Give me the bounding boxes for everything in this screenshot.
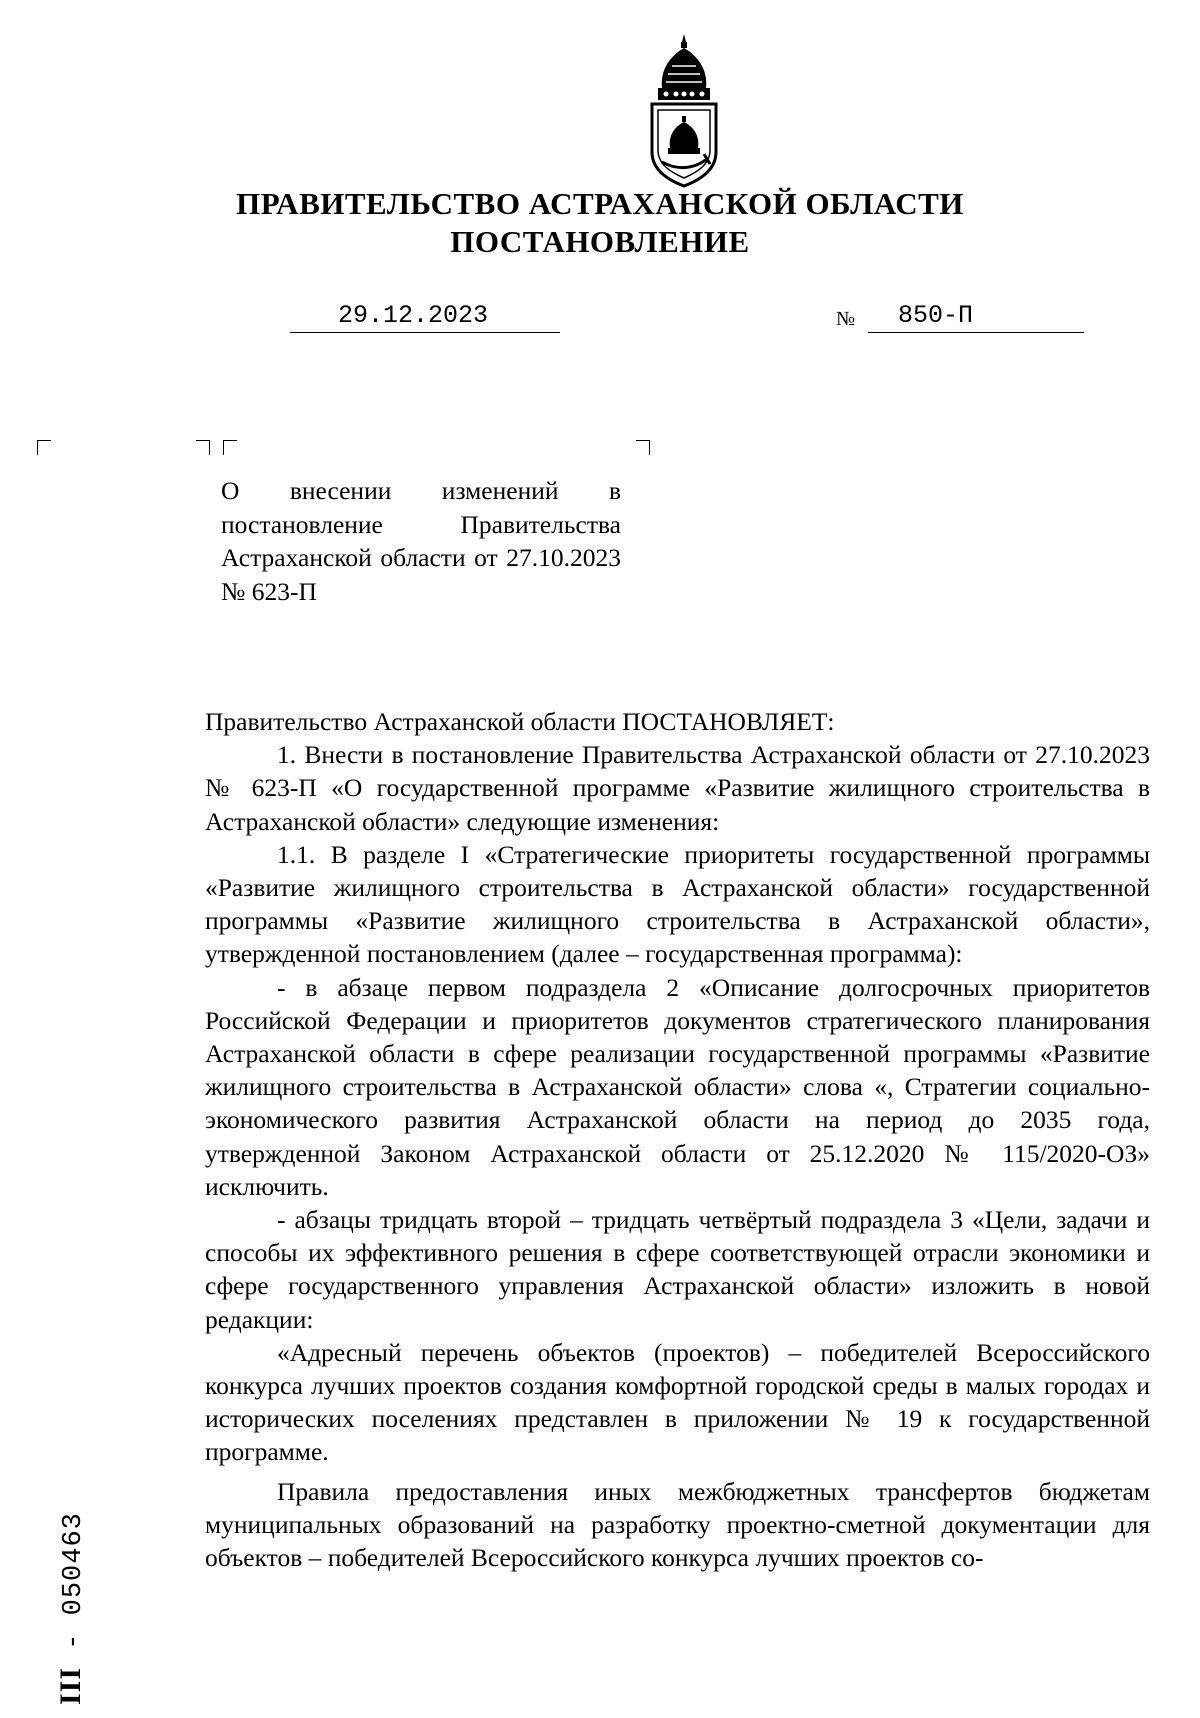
- body-paragraph: 1.1. В разделе I «Стратегические приоритеты государственной программы «Развитие жилищного строительства в Астраханской области» государственной программы «Развитие жилищного строительства в Астраханской области», утвержденной постановлением (далее – государственная программа):: [205, 839, 1150, 969]
- corner-mark-icon: [636, 440, 650, 455]
- body-paragraph: - в абзаце первом подраздела 2 «Описание долгосрочных приоритетов Российской Федерации и приоритетов документов стратегического планирования Астраханской области в сфере реализации государственной программы «Развитие жилищного строительства в Астраханской области» слова «, Стратегии социально-экономического развития Астраханской области на период до 2035 года, утвержденной Законом Астраханской области от 25.12.2020 № 115/2020-ОЗ» исключить.: [205, 972, 1150, 1201]
- serial-series: III: [54, 1666, 87, 1705]
- form-serial-number: [54, 1512, 89, 1705]
- serial-separator: -: [59, 1615, 89, 1667]
- body-paragraph: Правительство Астраханской области ПОСТАНОВЛЯЕТ:: [205, 707, 835, 736]
- body-paragraph: Правила предоставления иных межбюджетных трансфертов бюджетам муниципальных образований на разработку проектно-сметной документации для объектов – победителей Всероссийского конкурса лучших проектов со-: [205, 1476, 1150, 1573]
- coat-of-arms-icon: [640, 30, 728, 190]
- body-paragraph: - абзацы тридцать второй – тридцать четвёртый подраздела 3 «Цели, задачи и способы их эффективного решения в сфере соответствующей отрасли экономики и сфере государственного управления Астраханской области» изложить в новой редакции:: [205, 1205, 1150, 1334]
- organization-name: ПРАВИТЕЛЬСТВО АСТРАХАНСКОЙ ОБЛАСТИ: [236, 186, 964, 221]
- body-paragraph: 1. Внести в постановление Правительства Астраханской области от 27.10.2023 № 623-П «О государственной программе «Развитие жилищного строительства в Астраханской области» следующие изменения:: [205, 740, 1150, 836]
- document-type: ПОСТАНОВЛЕНИЕ: [450, 224, 750, 259]
- corner-mark-icon: [37, 440, 51, 455]
- document-subject: О внесении изменений в постановление Правительства Астраханской области от 27.10.2023 № 623-П: [221, 476, 621, 606]
- serial-number: 050463: [59, 1512, 89, 1616]
- number-sign: №: [836, 308, 856, 330]
- document-date: 29.12.2023: [290, 300, 560, 333]
- corner-mark-icon: [223, 440, 237, 455]
- corner-mark-icon: [196, 440, 210, 455]
- document-number: 850-П: [868, 300, 1084, 333]
- body-paragraph: «Адресный перечень объектов (проектов) – победителей Всероссийского конкурса лучших проектов создания комфортной городской среды в малых городах и исторических поселениях представлен в приложении № 19 к государственной программе.: [205, 1337, 1150, 1467]
- document-body: [205, 705, 1150, 1574]
